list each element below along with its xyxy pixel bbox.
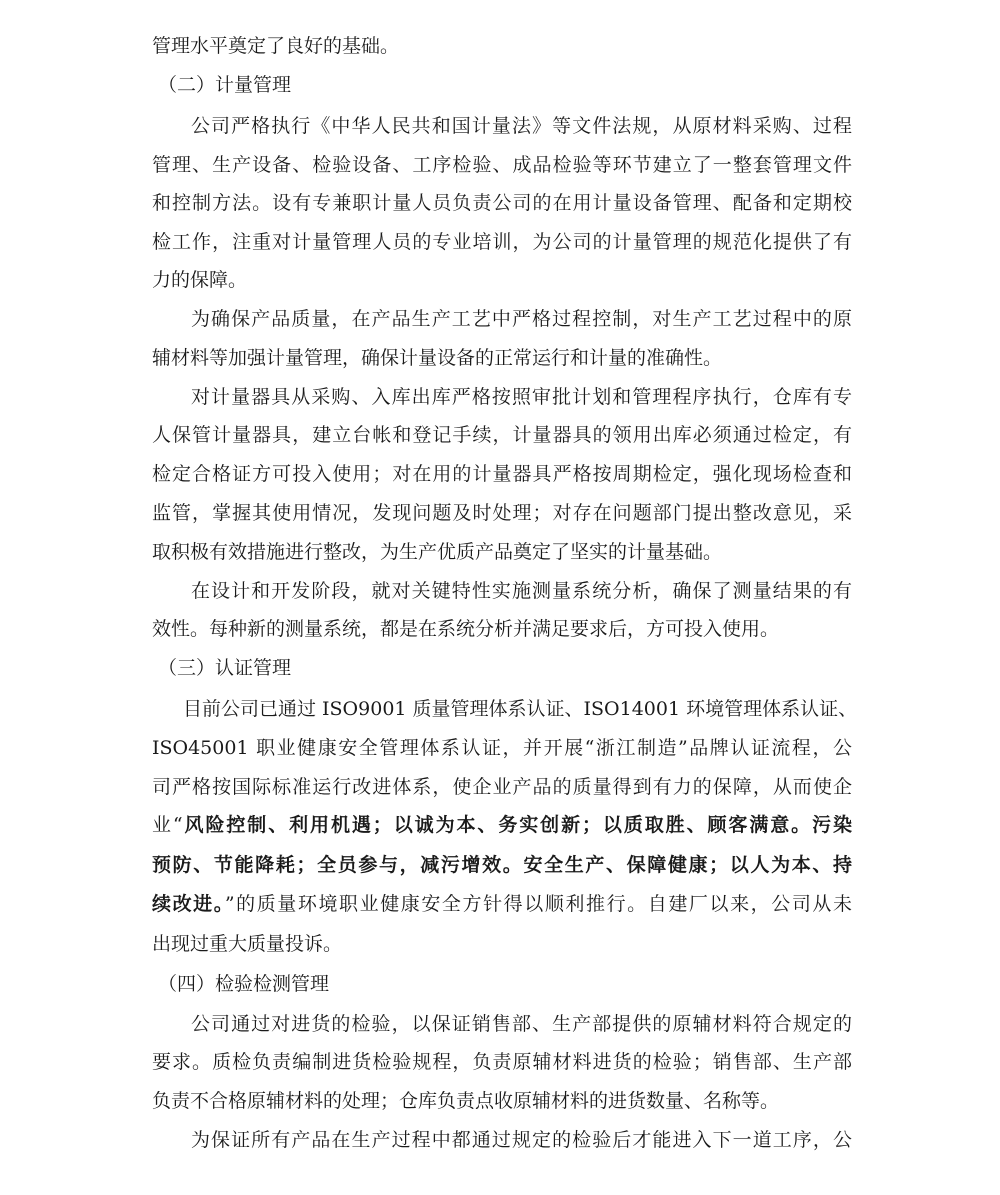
text-line: 出现过重大质量投诉。 — [152, 933, 343, 955]
text-line: 对计量器具从采购、入库出库严格按照审批计划和管理程序执行，仓库有专 — [191, 386, 852, 408]
text-line: 人保管计量器具，建立台帐和登记手续，计量器具的领用出库必须通过检定，有 — [152, 424, 852, 446]
text-line: 目前公司已通过 ISO9001 质量管理体系认证、ISO14001 环境管理体系认证、 — [183, 698, 858, 720]
text-line: 司严格按国际标准运行改进体系，使企业产品的质量得到有力的保障，从而使企 — [152, 776, 852, 798]
text-line: 续改进。”的质量环境职业健康安全方针得以顺利推行。自建厂以来，公司从未 — [152, 893, 852, 915]
text-line: 负责不合格原辅材料的处理；仓库负责点收原辅材料的进货数量、名称等。 — [152, 1090, 780, 1112]
text-line: 效性。每种新的测量系统，都是在系统分析并满足要求后，方可投入使用。 — [152, 618, 780, 640]
text-line: ISO45001 职业健康安全管理体系认证，并开展“浙江制造”品牌认证流程，公 — [152, 737, 852, 759]
text-line: 力的保障。 — [152, 269, 248, 291]
text-line: 辅材料等加强计量管理，确保计量设备的正常运行和计量的准确性。 — [152, 347, 723, 369]
text-line: 在设计和开发阶段，就对关键特性实施测量系统分析，确保了测量结果的有 — [191, 580, 852, 602]
policy-text-bold: 预防、节能降耗；全员参与，减污增效。安全生产、保障健康；以人为本、持 — [152, 854, 852, 876]
section-heading-inspection: （四）检验检测管理 — [158, 973, 330, 995]
policy-text-bold: 风险控制、利用机遇；以诚为本、务实创新；以质取胜、顾客满意。污染 — [182, 814, 852, 836]
text-line: 公司严格执行《中华人民共和国计量法》等文件法规，从原材料采购、过程 — [191, 115, 852, 137]
text-line: 业“风险控制、利用机遇；以诚为本、务实创新；以质取胜、顾客满意。污染 — [152, 814, 852, 836]
policy-text-bold: 续改进。 — [152, 893, 225, 915]
text-line: 取积极有效措施进行整改，为生产优质产品奠定了坚实的计量基础。 — [152, 541, 723, 563]
text-line: 要求。质检负责编制进货检验规程，负责原辅材料进货的检验；销售部、生产部 — [152, 1051, 852, 1073]
text-line: 检定合格证方可投入使用；对在用的计量器具严格按周期检定，强化现场检查和 — [152, 463, 852, 485]
text-line: 管理、生产设备、检验设备、工序检验、成品检验等环节建立了一整套管理文件 — [152, 154, 852, 176]
text-line: 为保证所有产品在生产过程中都通过规定的检验后才能进入下一道工序，公 — [191, 1129, 852, 1151]
text-line: 检工作，注重对计量管理人员的专业培训，为公司的计量管理的规范化提供了有 — [152, 231, 852, 253]
text-line: 为确保产品质量，在产品生产工艺中严格过程控制，对生产工艺过程中的原 — [191, 308, 852, 330]
text-line: 监管，掌握其使用情况，发现问题及时处理；对存在问题部门提出整改意见，采 — [152, 502, 852, 524]
text-line: 管理水平奠定了良好的基础。 — [152, 35, 400, 57]
section-heading-measurement: （二）计量管理 — [158, 74, 292, 96]
section-heading-certification: （三）认证管理 — [158, 657, 292, 679]
text-line: 公司通过对进货的检验，以保证销售部、生产部提供的原辅材料符合规定的 — [191, 1013, 852, 1035]
text-line: 和控制方法。设有专兼职计量人员负责公司的在用计量设备管理、配备和定期校 — [152, 192, 852, 214]
